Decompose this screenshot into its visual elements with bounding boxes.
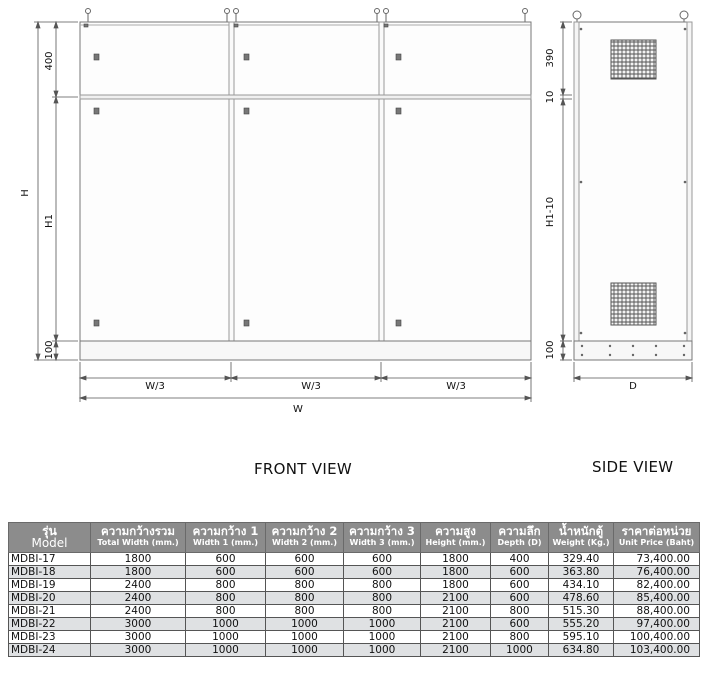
cell-model: MDBI-23: [9, 631, 91, 644]
dim-390: 390: [545, 48, 556, 68]
cell-width-2: 1000: [266, 631, 344, 644]
cell-model: MDBI-17: [9, 553, 91, 566]
cell-model: MDBI-24: [9, 644, 91, 657]
side-view-title: SIDE VIEW: [592, 458, 674, 476]
cell-depth: 800: [491, 631, 549, 644]
cell-model: MDBI-21: [9, 605, 91, 618]
table-row: [9, 553, 700, 566]
front-view-drawing: [80, 9, 531, 361]
bottom-louver: [611, 283, 656, 325]
dim-d: D: [629, 381, 637, 392]
cell-weight: 434.10: [549, 579, 614, 592]
cell-width-2: 800: [266, 579, 344, 592]
cell-unit-price: 88,400.00: [614, 605, 700, 618]
cell-depth: 600: [491, 618, 549, 631]
front-cabinet-body: [80, 22, 531, 341]
cell-model: MDBI-22: [9, 618, 91, 631]
cell-unit-price: 100,400.00: [614, 631, 700, 644]
cell-width-1: 1000: [186, 618, 266, 631]
cell-total-width: 3000: [91, 644, 186, 657]
cell-weight: 329.40: [549, 553, 614, 566]
cell-width-2: 1000: [266, 618, 344, 631]
header-width-3: ความกว้าง 3 Width 3 (mm.): [344, 523, 421, 553]
cell-width-3: 600: [344, 553, 421, 566]
side-base: [574, 341, 692, 360]
cell-width-2: 800: [266, 592, 344, 605]
header-weight: น้ำหนักตู้ Weight (Kg.): [549, 523, 614, 553]
cell-model: MDBI-19: [9, 579, 91, 592]
cell-total-width: 1800: [91, 566, 186, 579]
table-header-row: [9, 523, 700, 553]
cell-height: 1800: [421, 566, 491, 579]
cell-weight: 363.80: [549, 566, 614, 579]
dim-w3-1: W/3: [145, 381, 165, 392]
cell-unit-price: 85,400.00: [614, 592, 700, 605]
cell-depth: 600: [491, 566, 549, 579]
header-total-width: ความกว้างรวม Total Width (mm.): [91, 523, 186, 553]
cell-weight: 595.10: [549, 631, 614, 644]
cell-height: 2100: [421, 592, 491, 605]
cell-total-width: 3000: [91, 631, 186, 644]
front-base: [80, 341, 531, 360]
cell-width-1: 800: [186, 592, 266, 605]
cell-width-3: 1000: [344, 631, 421, 644]
cell-total-width: 1800: [91, 553, 186, 566]
cell-width-3: 800: [344, 605, 421, 618]
cell-height: 1800: [421, 553, 491, 566]
cell-width-1: 600: [186, 553, 266, 566]
header-width-1: ความกว้าง 1 Width 1 (mm.): [186, 523, 266, 553]
cell-total-width: 2400: [91, 592, 186, 605]
top-louver: [611, 40, 656, 79]
table-row: [9, 644, 700, 657]
cell-height: 2100: [421, 605, 491, 618]
dim-100-side: 100: [545, 340, 556, 360]
spec-table: [8, 522, 700, 657]
header-depth: ความลึก Depth (D): [491, 523, 549, 553]
cell-width-2: 600: [266, 566, 344, 579]
cell-total-width: 2400: [91, 579, 186, 592]
cell-weight: 515.30: [549, 605, 614, 618]
cell-width-3: 1000: [344, 618, 421, 631]
cell-width-1: 1000: [186, 644, 266, 657]
table-row: [9, 605, 700, 618]
dim-h1-10: H1-10: [545, 196, 556, 228]
table-row: [9, 566, 700, 579]
cell-width-3: 1000: [344, 644, 421, 657]
cell-width-2: 600: [266, 553, 344, 566]
dim-h: H: [20, 189, 31, 197]
cell-depth: 800: [491, 605, 549, 618]
lifting-eye: [86, 9, 528, 23]
cell-width-1: 1000: [186, 631, 266, 644]
header-unit-price: ราคาต่อหน่วย Unit Price (Baht): [614, 523, 700, 553]
dim-w: W: [293, 404, 303, 415]
cell-model: MDBI-18: [9, 566, 91, 579]
header-height: ความสูง Height (mm.): [421, 523, 491, 553]
lifting-eye: [680, 11, 688, 19]
cell-width-3: 800: [344, 592, 421, 605]
cell-height: 2100: [421, 644, 491, 657]
front-view-title: FRONT VIEW: [254, 460, 353, 478]
cell-unit-price: 76,400.00: [614, 566, 700, 579]
cell-unit-price: 97,400.00: [614, 618, 700, 631]
cell-unit-price: 73,400.00: [614, 553, 700, 566]
cell-width-1: 800: [186, 605, 266, 618]
cell-weight: 555.20: [549, 618, 614, 631]
cell-weight: 634.80: [549, 644, 614, 657]
cell-total-width: 3000: [91, 618, 186, 631]
cell-height: 2100: [421, 631, 491, 644]
dim-w3-3: W/3: [446, 381, 466, 392]
dim-h1: H1: [44, 214, 55, 228]
cell-depth: 400: [491, 553, 549, 566]
side-view-drawing: [573, 11, 692, 360]
lifting-eye: [573, 11, 581, 19]
table-row: [9, 618, 700, 631]
table-row: [9, 631, 700, 644]
cell-depth: 600: [491, 592, 549, 605]
table-body: [9, 553, 700, 657]
cell-width-1: 800: [186, 579, 266, 592]
cell-width-3: 800: [344, 579, 421, 592]
cell-total-width: 2400: [91, 605, 186, 618]
cell-model: MDBI-20: [9, 592, 91, 605]
dim-100: 100: [44, 340, 55, 360]
cell-width-1: 600: [186, 566, 266, 579]
dim-10: 10: [545, 90, 556, 104]
cell-depth: 600: [491, 579, 549, 592]
cell-width-2: 1000: [266, 644, 344, 657]
cell-width-2: 800: [266, 605, 344, 618]
cell-depth: 1000: [491, 644, 549, 657]
table-row: [9, 579, 700, 592]
dim-400: 400: [44, 51, 55, 71]
table-row: [9, 592, 700, 605]
dim-w3-2: W/3: [301, 381, 321, 392]
cell-weight: 478.60: [549, 592, 614, 605]
cell-width-3: 600: [344, 566, 421, 579]
cell-height: 2100: [421, 618, 491, 631]
cell-height: 1800: [421, 579, 491, 592]
cell-unit-price: 82,400.00: [614, 579, 700, 592]
header-width-2: ความกว้าง 2 Width 2 (mm.): [266, 523, 344, 553]
header-model: รุ่น Model: [9, 523, 91, 553]
cell-unit-price: 103,400.00: [614, 644, 700, 657]
